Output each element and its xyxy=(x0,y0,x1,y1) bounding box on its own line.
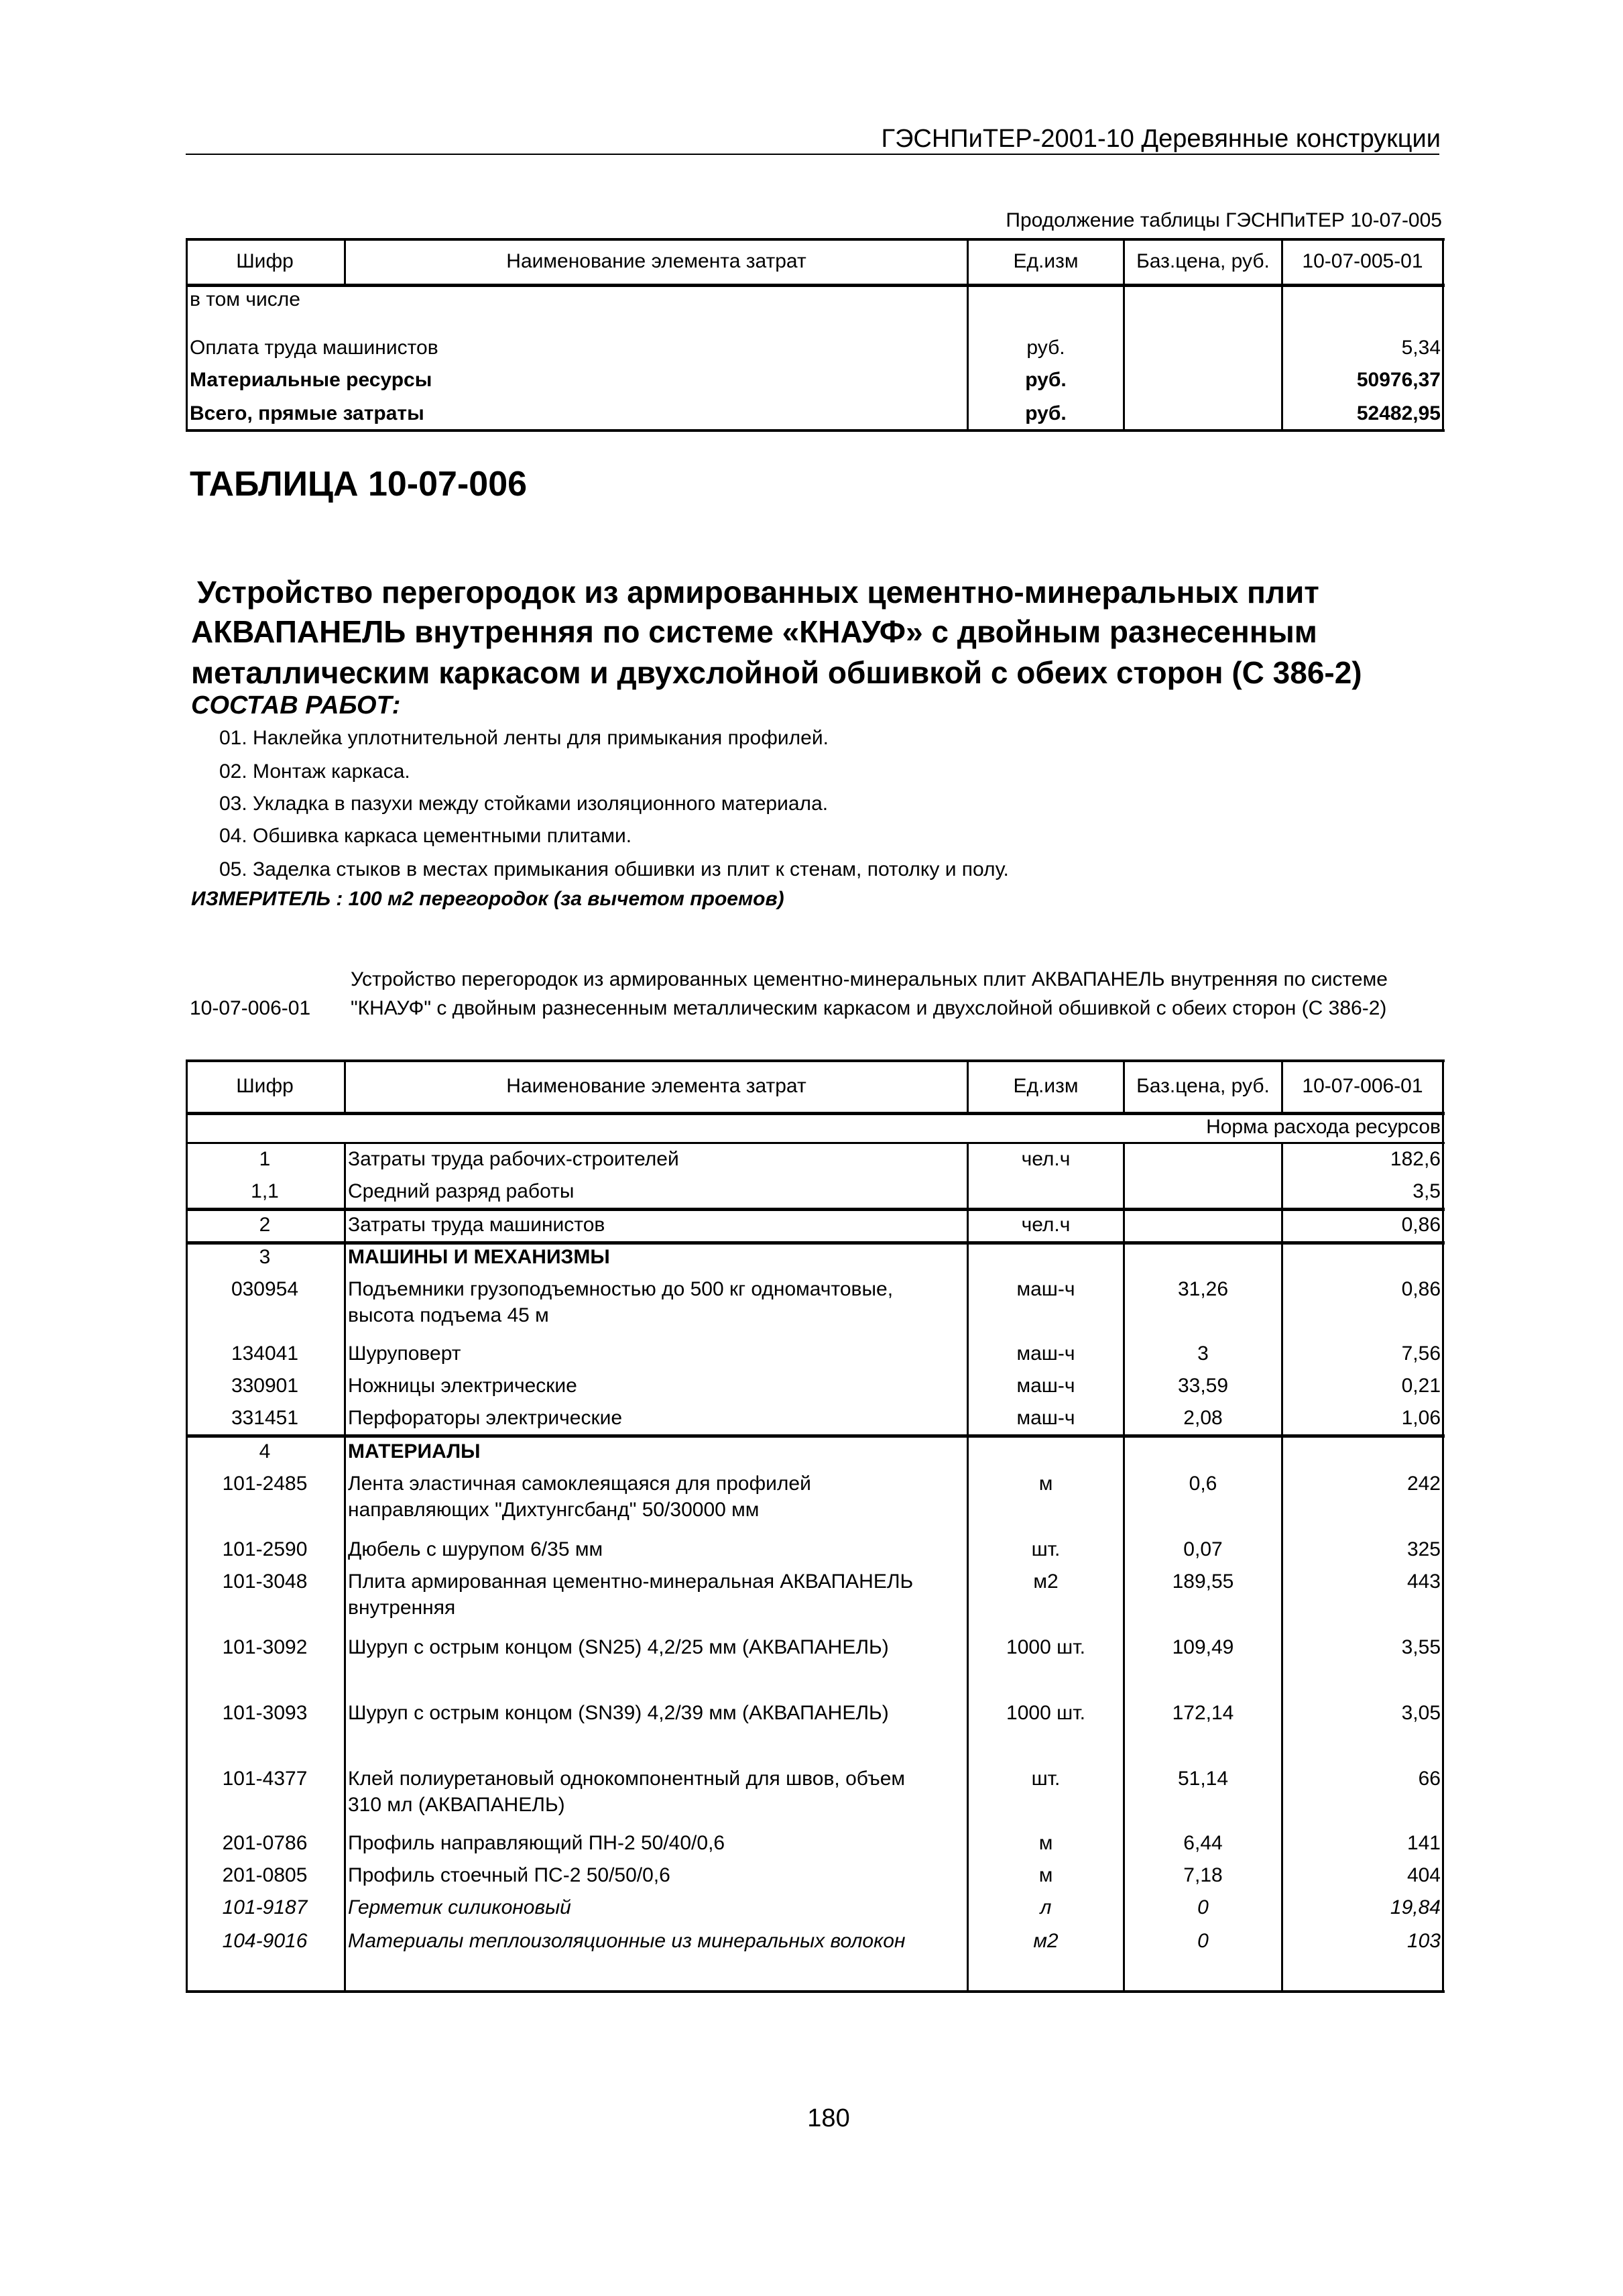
t2-row-name: Перфораторы электрические xyxy=(348,1407,623,1429)
t2-row-unit: маш-ч xyxy=(1016,1407,1075,1429)
t2-row-name: Материалы теплоизоляционные из минеральных волокон xyxy=(348,1930,906,1952)
t2-row-price: 2,08 xyxy=(1183,1407,1223,1429)
t2-row-code: 201-0805 xyxy=(222,1864,308,1886)
t2-row-code: 101-2485 xyxy=(222,1473,308,1495)
t2-row-name: Средний разряд работы xyxy=(348,1180,575,1202)
t1-row-unit: руб. xyxy=(1025,369,1067,391)
t2-row-value: 1,06 xyxy=(1401,1407,1441,1429)
t2-row-unit: м xyxy=(1038,1473,1053,1495)
t2-row-code: 101-2590 xyxy=(222,1538,308,1560)
t2-row-name: Профиль стоечный ПС-2 50/50/0,6 xyxy=(348,1864,670,1886)
t2-row-code: 1 xyxy=(259,1148,271,1170)
t2-row-name: 310 мл (АКВАПАНЕЛЬ) xyxy=(348,1794,565,1816)
t1-header-column: 10-07-005-01 xyxy=(1302,250,1423,272)
t2-row-value: 66 xyxy=(1418,1768,1441,1790)
t2-row-code: 101-3048 xyxy=(222,1570,308,1593)
t1-row-name: Материальные ресурсы xyxy=(190,369,432,391)
t2-row-code: 331451 xyxy=(231,1407,299,1429)
t2-header-unit: Ед.изм xyxy=(1013,1075,1079,1097)
t2-row-name: Шуруп с острым концом (SN25) 4,2/25 мм (АКВАПАНЕЛЬ) xyxy=(348,1636,889,1658)
t2-row-code: 3 xyxy=(259,1246,271,1268)
t2-row-code: 101-3092 xyxy=(222,1636,308,1658)
t2-row-code: 101-9187 xyxy=(222,1896,308,1918)
work-item: 01. Наклейка уплотнительной ленты для примыкания профилей. xyxy=(219,727,829,749)
t2-row-name: Подъемники грузоподъемностью до 500 кг одномачтовые, xyxy=(348,1278,894,1300)
t2-row-value: 19,84 xyxy=(1390,1896,1441,1918)
t2-row-unit: маш-ч xyxy=(1016,1342,1075,1365)
t2-row-value: 325 xyxy=(1406,1538,1441,1560)
t2-row-price: 109,49 xyxy=(1172,1636,1234,1658)
work-item: 04. Обшивка каркаса цементными плитами. xyxy=(219,825,632,847)
t2-row-name: Дюбель с шурупом 6/35 мм xyxy=(348,1538,603,1560)
section-heading-line-1: Устройство перегородок из армированных цементно-минеральных плит xyxy=(197,575,1319,610)
t2-row-name: Шуруп с острым концом (SN39) 4,2/39 мм (АКВАПАНЕЛЬ) xyxy=(348,1702,889,1724)
t2-row-price: 189,55 xyxy=(1172,1570,1234,1593)
t2-row-name: МАШИНЫ И МЕХАНИЗМЫ xyxy=(348,1246,610,1268)
t2-row-price: 7,18 xyxy=(1183,1864,1223,1886)
t2-row-code: 101-4377 xyxy=(222,1768,308,1790)
t2-row-value: 0,21 xyxy=(1401,1375,1441,1397)
t2-row-unit: шт. xyxy=(1031,1768,1061,1790)
meter: ИЗМЕРИТЕЛЬ : 100 м2 перегородок (за вычетом проемов) xyxy=(191,888,784,910)
t2-row-unit: чел.ч xyxy=(1021,1214,1071,1236)
t2-row-name: Профиль направляющий ПН-2 50/40/0,6 xyxy=(348,1832,725,1854)
page-number: 180 xyxy=(807,2104,850,2132)
t2-row-code: 2 xyxy=(259,1214,271,1236)
t2-row-value: 3,05 xyxy=(1401,1702,1441,1724)
t2-row-price: 3 xyxy=(1197,1342,1209,1365)
work-item: 05. Заделка стыков в местах примыкания обшивки из плит к стенам, потолку и полу. xyxy=(219,858,1009,880)
t1-header-price: Баз.цена, руб. xyxy=(1136,250,1270,272)
t2-row-name: внутренняя xyxy=(348,1597,456,1619)
t2-row-value: 103 xyxy=(1406,1930,1441,1952)
t2-header-code: Шифр xyxy=(236,1075,294,1097)
table1-caption: Продолжение таблицы ГЭСНПиТЕР 10-07-005 xyxy=(1006,209,1442,231)
t1-header-code: Шифр xyxy=(236,250,294,272)
t2-row-unit: м xyxy=(1038,1832,1053,1854)
t2-row-unit: 1000 шт. xyxy=(1006,1702,1085,1724)
t2-row-value: 0,86 xyxy=(1401,1278,1441,1300)
t2-row-name: Шуруповерт xyxy=(348,1342,461,1365)
t2-row-code: 330901 xyxy=(231,1375,299,1397)
t2-row-name: Ножницы электрические xyxy=(348,1375,577,1397)
t1-row-name: в том числе xyxy=(190,288,300,310)
t2-row-unit: 1000 шт. xyxy=(1006,1636,1085,1658)
t2-row-value: 3,55 xyxy=(1401,1636,1441,1658)
t2-row-name: направляющих "Дихтунгсбанд" 50/30000 мм xyxy=(348,1499,760,1521)
t2-row-name: высота подъема 45 м xyxy=(348,1304,549,1326)
t2-row-name: МАТЕРИАЛЫ xyxy=(348,1440,481,1462)
t2-row-price: 33,59 xyxy=(1177,1375,1229,1397)
t2-row-code: 030954 xyxy=(231,1278,299,1300)
t2-row-price: 31,26 xyxy=(1177,1278,1229,1300)
t2-row-value: 404 xyxy=(1406,1864,1441,1886)
t2-row-name: Клей полиуретановый однокомпонентный для швов, объем xyxy=(348,1768,906,1790)
t2-row-price: 0 xyxy=(1197,1896,1209,1918)
header-rule xyxy=(186,154,1439,155)
t2-row-name: Лента эластичная самоклеящаяся для профилей xyxy=(348,1473,811,1495)
t2-row-value: 242 xyxy=(1406,1473,1441,1495)
t1-row-name: Оплата труда машинистов xyxy=(190,337,438,359)
norm-description-line-2: "КНАУФ" с двойным разнесенным металлическим каркасом и двухслойной обшивкой с обеих сторон (С 386-2) xyxy=(351,997,1387,1019)
t2-row-unit: м xyxy=(1038,1864,1053,1886)
t2-row-price: 0 xyxy=(1197,1930,1209,1952)
t2-row-value: 141 xyxy=(1406,1832,1441,1854)
t2-row-price: 172,14 xyxy=(1172,1702,1234,1724)
t2-row-unit: л xyxy=(1040,1896,1052,1918)
work-item: 02. Монтаж каркаса. xyxy=(219,760,410,783)
t1-row-value: 5,34 xyxy=(1401,337,1441,359)
t2-header-name: Наименование элемента затрат xyxy=(506,1075,806,1097)
t2-row-name: Затраты труда рабочих-строителей xyxy=(348,1148,679,1170)
t2-row-price: 6,44 xyxy=(1183,1832,1223,1854)
t2-row-name: Герметик силиконовый xyxy=(348,1896,571,1918)
t2-row-price: 0,6 xyxy=(1189,1473,1217,1495)
t1-header-unit: Ед.изм xyxy=(1013,250,1079,272)
t2-row-code: 134041 xyxy=(231,1342,299,1365)
t2-row-code: 101-3093 xyxy=(222,1702,308,1724)
t2-row-code: 201-0786 xyxy=(222,1832,308,1854)
t2-header-column: 10-07-006-01 xyxy=(1302,1075,1423,1097)
t1-header-name: Наименование элемента затрат xyxy=(506,250,806,272)
t1-row-value: 52482,95 xyxy=(1356,402,1441,424)
t2-row-value: 3,5 xyxy=(1412,1180,1441,1202)
t2-row-unit: шт. xyxy=(1031,1538,1061,1560)
t2-row-price: 0,07 xyxy=(1183,1538,1223,1560)
t2-header-price: Баз.цена, руб. xyxy=(1136,1075,1270,1097)
t2-row-price: 51,14 xyxy=(1177,1768,1229,1790)
t2-row-name: Плита армированная цементно-минеральная АКВАПАНЕЛЬ xyxy=(348,1570,914,1593)
t1-row-value: 50976,37 xyxy=(1356,369,1441,391)
t2-row-value: 7,56 xyxy=(1401,1342,1441,1365)
t2-row-code: 4 xyxy=(259,1440,271,1462)
t1-row-unit: руб. xyxy=(1025,402,1067,424)
running-header: ГЭСНПиТЕР-2001-10 Деревянные конструкции xyxy=(881,125,1441,153)
t2-row-code: 104-9016 xyxy=(222,1930,308,1952)
t1-row-name: Всего, прямые затраты xyxy=(190,402,424,424)
work-composition-title: СОСТАВ РАБОТ: xyxy=(191,691,401,720)
t2-row-name: Затраты труда машинистов xyxy=(348,1214,605,1236)
table-title: ТАБЛИЦА 10-07-006 xyxy=(190,465,528,504)
section-heading-line-2: АКВАПАНЕЛЬ внутренняя по системе «КНАУФ» с двойным разнесенным xyxy=(191,614,1317,649)
section-heading-line-3: металлическим каркасом и двухслойной обшивкой с обеих сторон (С 386-2) xyxy=(191,655,1362,690)
t2-row-code: 1,1 xyxy=(251,1180,279,1202)
norm-description-line-1: Устройство перегородок из армированных цементно-минеральных плит АКВАПАНЕЛЬ внутренняя по системе xyxy=(351,968,1388,990)
norm-label: Норма расхода ресурсов xyxy=(1206,1116,1441,1138)
norm-code: 10-07-006-01 xyxy=(190,997,311,1019)
t2-row-unit: м2 xyxy=(1033,1570,1059,1593)
t2-row-value: 182,6 xyxy=(1390,1148,1441,1170)
t2-row-unit: маш-ч xyxy=(1016,1278,1075,1300)
t2-row-unit: чел.ч xyxy=(1021,1148,1071,1170)
t1-row-unit: руб. xyxy=(1026,337,1065,359)
t2-row-value: 443 xyxy=(1406,1570,1441,1593)
t2-row-unit: маш-ч xyxy=(1016,1375,1075,1397)
t2-row-unit: м2 xyxy=(1033,1930,1059,1952)
t2-row-value: 0,86 xyxy=(1401,1214,1441,1236)
work-item: 03. Укладка в пазухи между стойками изоляционного материала. xyxy=(219,793,829,815)
